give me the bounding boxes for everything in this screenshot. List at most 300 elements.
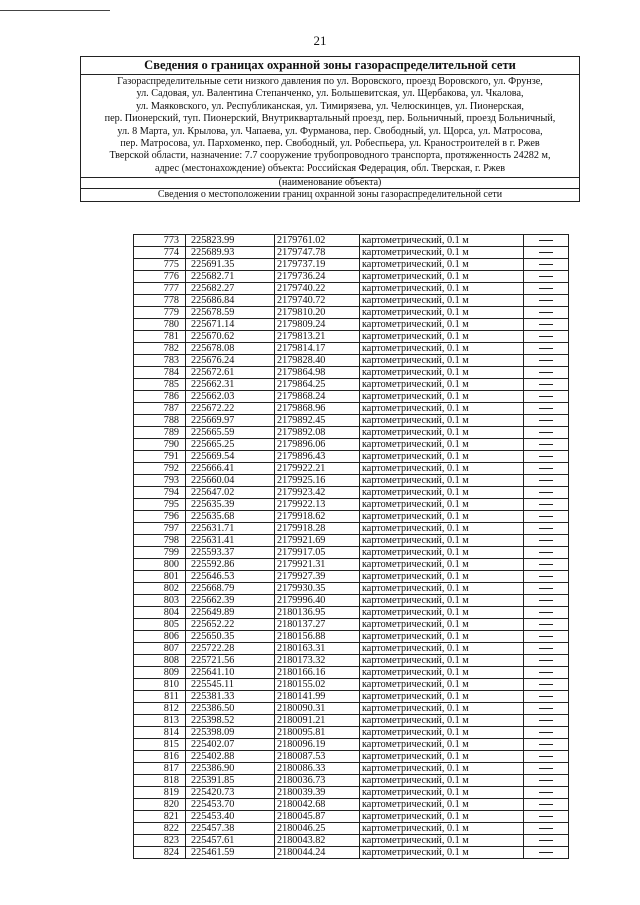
accuracy-method: картометрический, 0.1 м [360,607,524,619]
coord-y: 2179740.22 [275,283,360,295]
point-number: 800 [134,559,186,571]
point-number: 810 [134,679,186,691]
description-cell [524,607,569,619]
coord-y: 2179747.78 [275,247,360,259]
description-cell [524,439,569,451]
coord-x: 225592.86 [186,559,275,571]
point-number: 799 [134,547,186,559]
accuracy-method: картометрический, 0.1 м [360,763,524,775]
point-number: 819 [134,787,186,799]
table-row [134,499,569,511]
dash-mark [539,444,553,445]
description-cell [524,499,569,511]
header-rule [0,10,110,11]
coord-y: 2179868.24 [275,391,360,403]
coord-x: 225678.08 [186,343,275,355]
point-number: 773 [134,235,186,247]
accuracy-method: картометрический, 0.1 м [360,631,524,643]
coord-x: 225461.59 [186,847,275,859]
table-row [134,607,569,619]
accuracy-method: картометрический, 0.1 м [360,451,524,463]
table-row [134,679,569,691]
description-cell [524,235,569,247]
coord-y: 2180096.19 [275,739,360,751]
coord-y: 2179809.24 [275,319,360,331]
description-cell [524,595,569,607]
dash-mark [539,768,553,769]
coord-y: 2180042.68 [275,799,360,811]
dash-mark [539,624,553,625]
point-number: 803 [134,595,186,607]
description-cell [524,331,569,343]
point-number: 808 [134,655,186,667]
accuracy-method: картометрический, 0.1 м [360,403,524,415]
info-block [80,56,580,202]
dash-mark [539,396,553,397]
coord-y: 2180044.24 [275,847,360,859]
table-row [134,595,569,607]
dash-mark [539,528,553,529]
description-cell [524,415,569,427]
dash-mark [539,720,553,721]
coordinates-table-body [134,235,569,859]
coord-y: 2180137.27 [275,619,360,631]
description-cell [524,715,569,727]
point-number: 804 [134,607,186,619]
dash-mark [539,456,553,457]
accuracy-method: картометрический, 0.1 м [360,283,524,295]
coord-x: 225453.40 [186,811,275,823]
coord-x: 225386.90 [186,763,275,775]
coord-x: 225635.68 [186,511,275,523]
table-row [134,811,569,823]
coord-x: 225631.41 [186,535,275,547]
table-row [134,631,569,643]
coord-y: 2179922.13 [275,499,360,511]
table-row [134,391,569,403]
coord-x: 225545.11 [186,679,275,691]
coord-y: 2180043.82 [275,835,360,847]
table-row [134,523,569,535]
accuracy-method: картометрический, 0.1 м [360,679,524,691]
coord-x: 225722.28 [186,643,275,655]
accuracy-method: картометрический, 0.1 м [360,619,524,631]
description-cell [524,631,569,643]
description-cell [524,283,569,295]
description-cell [524,667,569,679]
coord-y: 2179892.45 [275,415,360,427]
table-row [134,511,569,523]
description-cell [524,391,569,403]
coord-y: 2179814.17 [275,343,360,355]
point-number: 816 [134,751,186,763]
description-cell [524,835,569,847]
description-cell [524,559,569,571]
description-cell [524,691,569,703]
accuracy-method: картометрический, 0.1 м [360,535,524,547]
point-number: 784 [134,367,186,379]
table-row [134,355,569,367]
coord-x: 225381.33 [186,691,275,703]
point-number: 802 [134,583,186,595]
coord-x: 225593.37 [186,547,275,559]
description-cell [524,763,569,775]
dash-mark [539,384,553,385]
dash-mark [539,300,553,301]
dash-mark [539,660,553,661]
dash-mark [539,792,553,793]
accuracy-method: картометрический, 0.1 м [360,415,524,427]
coord-y: 2179736.24 [275,271,360,283]
coord-x: 225686.84 [186,295,275,307]
coord-y: 2180173.32 [275,655,360,667]
point-number: 775 [134,259,186,271]
dash-mark [539,852,553,853]
dash-mark [539,816,553,817]
coord-y: 2180155.02 [275,679,360,691]
table-row [134,559,569,571]
coord-y: 2180095.81 [275,727,360,739]
accuracy-method: картометрический, 0.1 м [360,727,524,739]
point-number: 785 [134,379,186,391]
description-cell [524,703,569,715]
table-row [134,703,569,715]
description-cell [524,727,569,739]
coord-x: 225666.41 [186,463,275,475]
accuracy-method: картометрический, 0.1 м [360,643,524,655]
dash-mark [539,480,553,481]
point-number: 788 [134,415,186,427]
dash-mark [539,600,553,601]
coord-x: 225641.10 [186,667,275,679]
coord-y: 2179761.02 [275,235,360,247]
coord-x: 225420.73 [186,787,275,799]
point-number: 779 [134,307,186,319]
accuracy-method: картометрический, 0.1 м [360,379,524,391]
accuracy-method: картометрический, 0.1 м [360,511,524,523]
coord-x: 225398.52 [186,715,275,727]
dash-mark [539,756,553,757]
dash-mark [539,696,553,697]
description-cell [524,367,569,379]
document-title: Сведения о границах охранной зоны газораспределительной сети [81,57,579,75]
table-row [134,427,569,439]
accuracy-method: картометрический, 0.1 м [360,823,524,835]
dash-mark [539,516,553,517]
dash-mark [539,264,553,265]
coord-y: 2179925.16 [275,475,360,487]
dash-mark [539,648,553,649]
coord-y: 2180091.21 [275,715,360,727]
accuracy-method: картометрический, 0.1 м [360,247,524,259]
coord-y: 2180156.88 [275,631,360,643]
description-cell [524,643,569,655]
table-row [134,787,569,799]
coord-x: 225635.39 [186,499,275,511]
point-number: 793 [134,475,186,487]
coord-x: 225670.62 [186,331,275,343]
accuracy-method: картометрический, 0.1 м [360,475,524,487]
coord-x: 225669.97 [186,415,275,427]
point-number: 813 [134,715,186,727]
table-row [134,547,569,559]
description-cell [524,655,569,667]
coord-x: 225402.07 [186,739,275,751]
description-cell [524,847,569,859]
dash-mark [539,540,553,541]
coord-y: 2180090.31 [275,703,360,715]
point-number: 820 [134,799,186,811]
accuracy-method: картометрический, 0.1 м [360,583,524,595]
accuracy-method: картометрический, 0.1 м [360,655,524,667]
dash-mark [539,360,553,361]
table-row [134,343,569,355]
coord-x: 225668.79 [186,583,275,595]
table-row [134,583,569,595]
description-cell [524,319,569,331]
table-row [134,535,569,547]
point-number: 812 [134,703,186,715]
accuracy-method: картометрический, 0.1 м [360,811,524,823]
point-number: 817 [134,763,186,775]
coord-y: 2179927.39 [275,571,360,583]
dash-mark [539,240,553,241]
coord-x: 225652.22 [186,619,275,631]
dash-mark [539,324,553,325]
dash-mark [539,636,553,637]
coord-x: 225721.56 [186,655,275,667]
accuracy-method: картометрический, 0.1 м [360,799,524,811]
coord-y: 2179922.21 [275,463,360,475]
point-number: 777 [134,283,186,295]
accuracy-method: картометрический, 0.1 м [360,487,524,499]
location-header: Сведения о местоположении границ охранной зоны газораспределительной сети [81,189,579,202]
coord-x: 225391.85 [186,775,275,787]
coord-y: 2180136.95 [275,607,360,619]
coord-x: 225678.59 [186,307,275,319]
dash-mark [539,372,553,373]
dash-mark [539,612,553,613]
coord-y: 2179737.19 [275,259,360,271]
coord-x: 225662.39 [186,595,275,607]
accuracy-method: картометрический, 0.1 м [360,463,524,475]
point-number: 774 [134,247,186,259]
dash-mark [539,708,553,709]
accuracy-method: картометрический, 0.1 м [360,775,524,787]
table-row [134,835,569,847]
point-number: 789 [134,427,186,439]
description-cell [524,307,569,319]
dash-mark [539,276,553,277]
dash-mark [539,492,553,493]
table-row [134,235,569,247]
point-number: 818 [134,775,186,787]
table-row [134,319,569,331]
accuracy-method: картометрический, 0.1 м [360,427,524,439]
table-row [134,715,569,727]
dash-mark [539,468,553,469]
point-number: 822 [134,823,186,835]
table-row [134,439,569,451]
dash-mark [539,288,553,289]
dash-mark [539,684,553,685]
accuracy-method: картометрический, 0.1 м [360,847,524,859]
coord-x: 225672.61 [186,367,275,379]
coord-y: 2180141.99 [275,691,360,703]
description-cell [524,259,569,271]
dash-mark [539,408,553,409]
description-line: адрес (местонахождение) объекта: Российская Федерация, обл. Тверская, г. Ржев [154,162,506,174]
accuracy-method: картометрический, 0.1 м [360,751,524,763]
coord-y: 2179864.25 [275,379,360,391]
table-row [134,403,569,415]
dash-mark [539,564,553,565]
dash-mark [539,576,553,577]
point-number: 824 [134,847,186,859]
table-row [134,691,569,703]
description-line: ул. Садовая, ул. Валентина Степанченко, ул. Большевитская, ул. Щербакова, ул. Чкалова, [136,88,524,100]
dash-mark [539,588,553,589]
coord-y: 2180039.39 [275,787,360,799]
point-number: 797 [134,523,186,535]
coord-y: 2180086.33 [275,763,360,775]
point-number: 814 [134,727,186,739]
coord-x: 225676.24 [186,355,275,367]
coord-x: 225660.04 [186,475,275,487]
point-number: 806 [134,631,186,643]
accuracy-method: картометрический, 0.1 м [360,319,524,331]
point-number: 782 [134,343,186,355]
table-row [134,271,569,283]
description-cell [524,523,569,535]
dash-mark [539,336,553,337]
dash-mark [539,348,553,349]
accuracy-method: картометрический, 0.1 м [360,547,524,559]
description-cell [524,475,569,487]
point-number: 780 [134,319,186,331]
table-row [134,379,569,391]
description-cell [524,451,569,463]
description-cell [524,619,569,631]
accuracy-method: картометрический, 0.1 м [360,499,524,511]
accuracy-method: картометрический, 0.1 м [360,703,524,715]
coord-y: 2179923.42 [275,487,360,499]
table-row [134,655,569,667]
coord-y: 2180046.25 [275,823,360,835]
coord-y: 2180166.16 [275,667,360,679]
accuracy-method: картометрический, 0.1 м [360,835,524,847]
coord-x: 225665.59 [186,427,275,439]
coord-x: 225689.93 [186,247,275,259]
coord-x: 225386.50 [186,703,275,715]
accuracy-method: картометрический, 0.1 м [360,271,524,283]
accuracy-method: картометрический, 0.1 м [360,343,524,355]
point-number: 823 [134,835,186,847]
dash-mark [539,504,553,505]
accuracy-method: картометрический, 0.1 м [360,367,524,379]
point-number: 809 [134,667,186,679]
coord-x: 225402.88 [186,751,275,763]
accuracy-method: картометрический, 0.1 м [360,787,524,799]
accuracy-method: картометрический, 0.1 м [360,235,524,247]
coord-y: 2179921.31 [275,559,360,571]
accuracy-method: картометрический, 0.1 м [360,331,524,343]
dash-mark [539,732,553,733]
coord-x: 225682.27 [186,283,275,295]
table-row [134,667,569,679]
description-cell [524,571,569,583]
dash-mark [539,252,553,253]
description-cell [524,295,569,307]
description-cell [524,739,569,751]
description-cell [524,775,569,787]
table-row [134,727,569,739]
coord-y: 2179896.43 [275,451,360,463]
description-cell [524,511,569,523]
dash-mark [539,804,553,805]
coordinates-table [133,234,569,859]
description-cell [524,799,569,811]
point-number: 798 [134,535,186,547]
coord-y: 2180036.73 [275,775,360,787]
description-cell [524,811,569,823]
dash-mark [539,552,553,553]
description-cell [524,355,569,367]
dash-mark [539,780,553,781]
coord-y: 2179868.96 [275,403,360,415]
coord-x: 225649.89 [186,607,275,619]
dash-mark [539,432,553,433]
point-number: 801 [134,571,186,583]
object-name-caption: (наименование объекта) [81,178,579,189]
table-row [134,823,569,835]
description-cell [524,679,569,691]
description-cell [524,379,569,391]
coord-x: 225457.61 [186,835,275,847]
table-row [134,847,569,859]
description-line: Тверской области, назначение: 7.7 сооружение трубопроводного транспорта, протяженность 24282 м, [109,150,551,162]
table-row [134,799,569,811]
table-row [134,619,569,631]
description-line: ул. Маяковского, ул. Республиканская, ул. Тимирязева, ул. Челюскинцев, ул. Пионерская, [136,100,524,112]
coord-y: 2179896.06 [275,439,360,451]
point-number: 786 [134,391,186,403]
table-row [134,571,569,583]
coord-x: 225669.54 [186,451,275,463]
description-line: Газораспределительные сети низкого давления по ул. Воровского, проезд Воровского, ул. Фрунзе, [117,76,543,87]
coord-y: 2180087.53 [275,751,360,763]
description-cell [524,247,569,259]
coord-x: 225682.71 [186,271,275,283]
point-number: 783 [134,355,186,367]
point-number: 811 [134,691,186,703]
description-cell [524,463,569,475]
coord-x: 225662.31 [186,379,275,391]
point-number: 805 [134,619,186,631]
accuracy-method: картометрический, 0.1 м [360,259,524,271]
table-row [134,307,569,319]
description-cell [524,343,569,355]
point-number: 792 [134,463,186,475]
accuracy-method: картометрический, 0.1 м [360,595,524,607]
dash-mark [539,420,553,421]
dash-mark [539,672,553,673]
table-row [134,415,569,427]
table-row [134,367,569,379]
coord-x: 225650.35 [186,631,275,643]
coord-x: 225631.71 [186,523,275,535]
coord-x: 225662.03 [186,391,275,403]
